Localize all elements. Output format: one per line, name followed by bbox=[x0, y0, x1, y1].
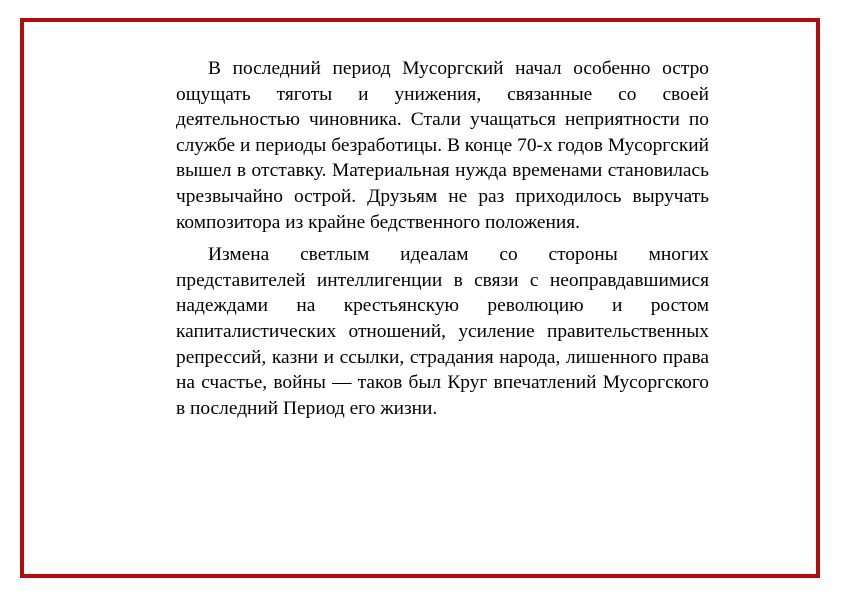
slide-text-block bbox=[176, 56, 709, 428]
paragraph-1: В последний период Мусоргский начал особенно остро ощущать тяготы и унижения, связанные со своей деятельностью чиновника. Стали учащаться неприятности по службе и периоды безработицы. В конце 70-х годов Мусоргский вышел в отставку. Материальная нужда временами становилась чрезвычайно острой. Друзьям не раз приходилось выручать композитора из крайне бедственного положения. bbox=[176, 58, 709, 233]
paragraph-2: Измена светлым идеалам со стороны многих представителей интеллигенции в связи с неоправдавшимися надеждами на крестьянскую революцию и ростом капиталистических отношений, усиление правительственных репрессий, казни и ссылки, страдания народа, лишенного права на счастье, войны — таков был Круг впечатлений Мусоргского в последний Период его жизни. bbox=[176, 244, 709, 419]
